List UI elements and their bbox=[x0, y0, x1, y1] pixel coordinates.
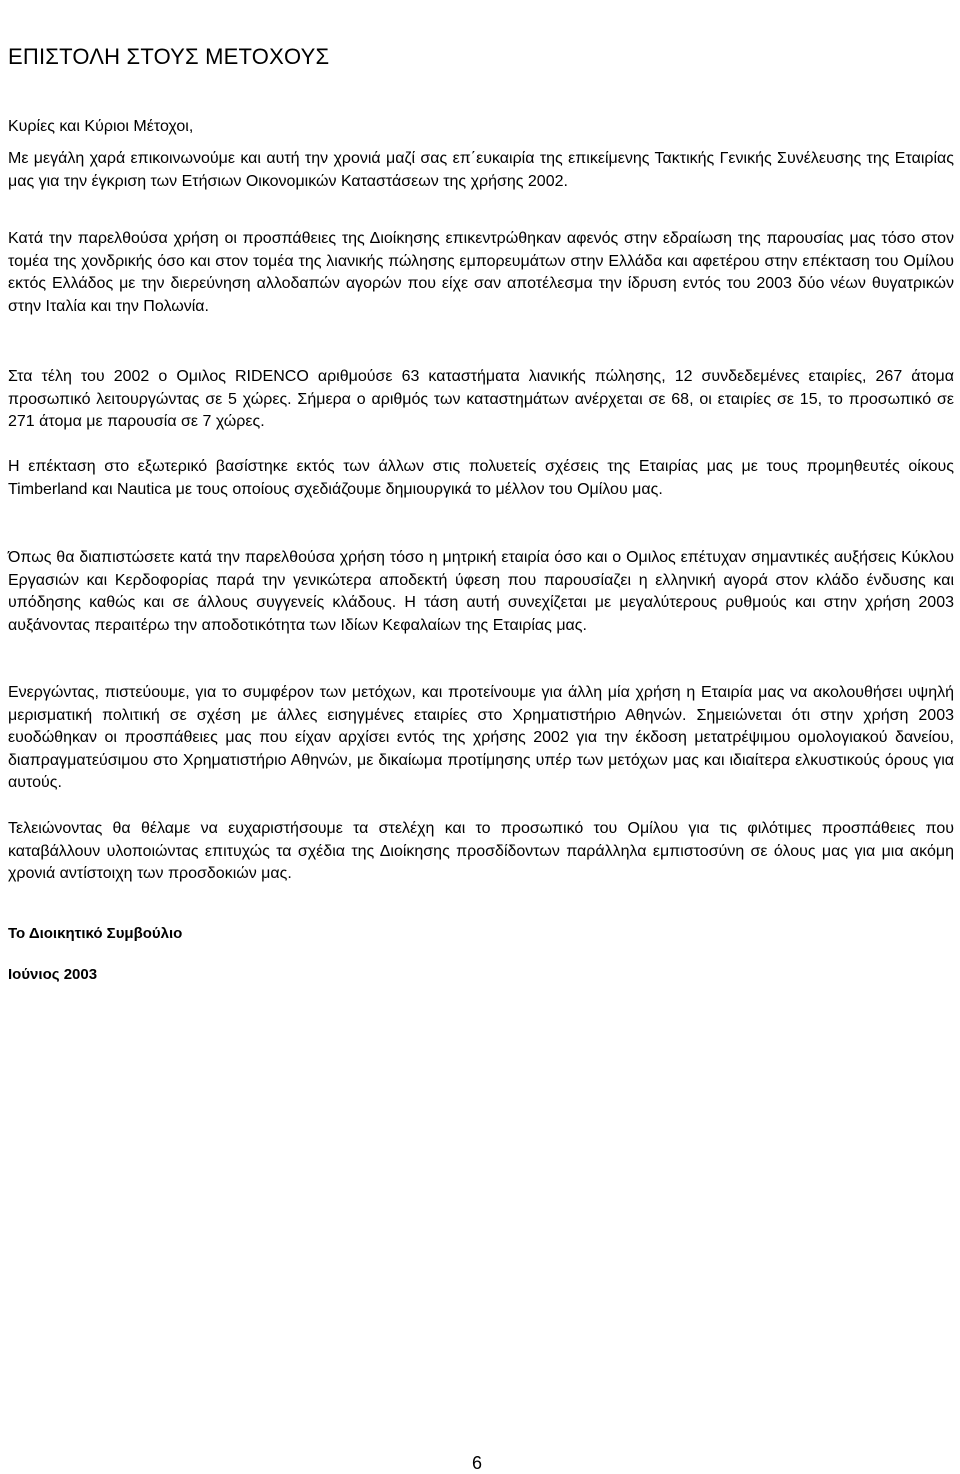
paragraph-management-efforts: Κατά την παρελθούσα χρήση οι προσπάθειες της Διοίκησης επικεντρώθηκαν αφενός στην εδραίωση της παρουσίας μας τόσο στον τομέα της χονδρικής όσο και στον τομέα της λιανικής πώλησης εμπορευμάτων στην Ελλάδα και αφετέρου στην επέκταση του Ομίλου εκτός Ελλάδος με την διερεύνηση αλλοδαπών αγορών που είχε σαν αποτέλεσμα την ίδρυση εντός του 2003 δύο νέων θυγατρικών στην Ιταλία και την Πολωνία. bbox=[8, 230, 954, 315]
paragraph-closing-thanks: Τελειώνοντας θα θέλαμε να ευχαριστήσουμε τα στελέχη και το προσωπικό του Ομίλου για τις φιλότιμες προσπάθειες που καταβάλλουν υλοποιώντας επιτυχώς τα σχέδια της Διοίκησης προσδίδοντων παράλληλα εμπιστοσύνη σε όλους μας για μια ακόμη χρονιά αντίστοιχη των προσδοκιών μας. bbox=[8, 820, 954, 882]
page-number: 6 bbox=[472, 1453, 483, 1473]
letter-date: Ιούνιος 2003 bbox=[8, 966, 98, 983]
paragraph-agm-notice: Με μεγάλη χαρά επικοινωνούμε και αυτή την χρονιά μαζί σας επ΄ευκαιρία της επικείμενης Τακτικής Γενικής Συνέλευσης της Εταιρίας μας για την έγκριση των Ετήσιων Οικονομικών Καταστάσεων της χρήσης 2002. bbox=[8, 150, 954, 190]
paragraph-dividend-policy: Ενεργώντας, πιστεύουμε, για το συμφέρον των μετόχων, και προτείνουμε για άλλη μία χρήση η Εταιρία μας να ακολουθήσει υψηλή μερισματική πολιτική σε σχέση με άλλες εισηγμένες εταιρίες στο Χρηματιστήριο Αθηνών. Σημειώνεται ότι στην χρήση 2003 ευοδώθηκαν οι προσπάθειες μας που είχαν αρχίσει εντός της χρήσης 2002 για την έκδοση μετατρέψιμου ομολογιακού δανείου, διαπραγματεύσιμου στο Χρηματιστήριο Αθηνών, με δικαίωμα προτίμησης υπέρ των μετόχων μας και ιδιαίτερα ελκυστικούς όρους για αυτούς. bbox=[8, 684, 954, 791]
paragraph-group-figures: Στα τέλη του 2002 ο Ομιλος RIDENCO αριθμούσε 63 καταστήματα λιανικής πώλησης, 12 συνδεδεμένες εταιρίες, 267 άτομα προσωπικό λειτουργώντας σε 5 χώρες. Σήμερα ο αριθμός των καταστημάτων ανέρχεται σε 68, οι εταιρίες σε 15, το προσωπικό σε 271 άτομα με παρουσία σε 7 χώρες. bbox=[8, 368, 954, 430]
paragraph-suppliers: Η επέκταση στο εξωτερικό βασίστηκε εκτός των άλλων στις πολυετείς σχέσεις της Εταιρίας μας με τους προμηθευτές οίκους Timberland και Nautica με τους οποίους σχεδιάζουμε δημιουργικά το μέλλον του Ομίλου μας. bbox=[8, 458, 954, 498]
salutation: Κυρίες και Κύριοι Μέτοχοι, bbox=[8, 118, 194, 135]
paragraph-results: Όπως θα διαπιστώσετε κατά την παρελθούσα χρήση τόσο η μητρική εταιρία όσο και ο Ομιλος επέτυχαν σημαντικές αυξήσεις Κύκλου Εργασιών και Κερδοφορίας παρά την γενικώτερα αποδεκτή ύφεση που παρουσίαζει η ελληνική αγορά στον κλάδο ένδυσης και υπόδησης καθώς και σε άλλους συγγενείς κλάδους. Η τάση αυτή συνεχίζεται με μεγαλύτερους ρυθμούς και στην χρήση 2003 αυξάνοντας περαιτέρω την αποδοτικότητα των Ιδίων Κεφαλαίων της Εταιρίας μας. bbox=[8, 549, 954, 634]
signature: Το Διοικητικό Συμβούλιο bbox=[8, 925, 183, 942]
page-title: ΕΠΙΣΤΟΛΗ ΣΤΟΥΣ ΜΕΤΟΧΟΥΣ bbox=[8, 44, 330, 69]
